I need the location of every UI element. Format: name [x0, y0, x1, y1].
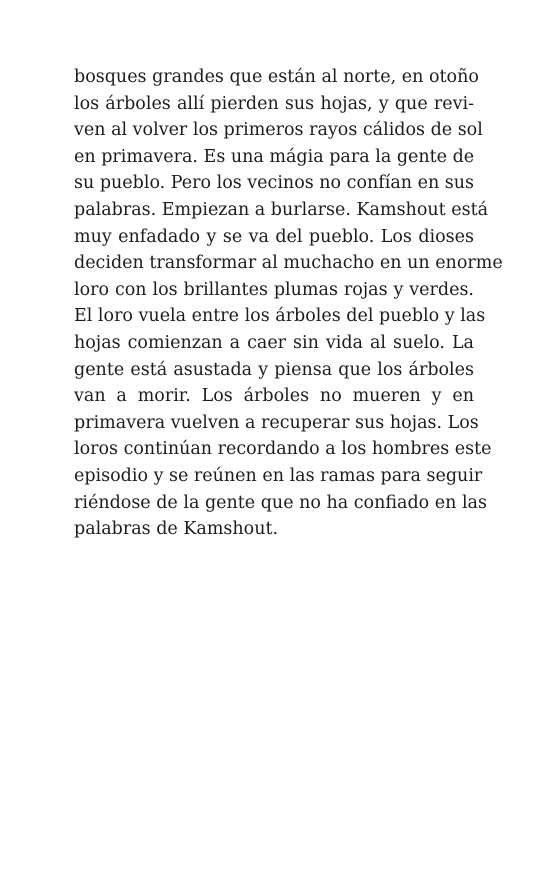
text-line: su pueblo. Pero los vecinos no confían en sus: [74, 173, 475, 194]
text-line: riéndose de la gente que no ha confiado en las: [74, 492, 487, 513]
text-line: en primavera. Es una mágia para la gente de: [74, 146, 475, 167]
text-line: loro con los brillantes plumas rojas y verdes.: [74, 279, 474, 300]
text-line: muy enfadado y se va del pueblo. Los dioses: [74, 226, 474, 247]
text-line: gente está asustada y piensa que los árboles: [74, 359, 474, 380]
text-line: palabras. Empiezan a burlarse. Kamshout está: [74, 199, 489, 220]
text-line: El loro vuela entre los árboles del pueblo y las: [74, 306, 486, 327]
text-line: loros continúan recordando a los hombres este: [74, 439, 492, 460]
text-line: deciden transformar al muchacho en un enorme: [74, 253, 503, 274]
text-line: palabras de Kamshout.: [74, 519, 279, 540]
text-line: episodio y se reúnen en las ramas para seguir: [74, 465, 483, 486]
body-paragraph: [74, 64, 503, 543]
text-line: bosques grandes que están al norte, en otoño: [74, 67, 479, 87]
text-line: ven al volver los primeros rayos cálidos de sol: [74, 120, 483, 141]
text-line: hojas comienzan a caer sin vida al suelo. La: [74, 332, 474, 353]
text-line: primavera vuelven a recuperar sus hojas. Los: [74, 412, 479, 433]
text-line: los árboles allí pierden sus hojas, y que revi-: [74, 93, 474, 114]
text-line: van a morir. Los árboles no mueren y en: [74, 386, 474, 407]
